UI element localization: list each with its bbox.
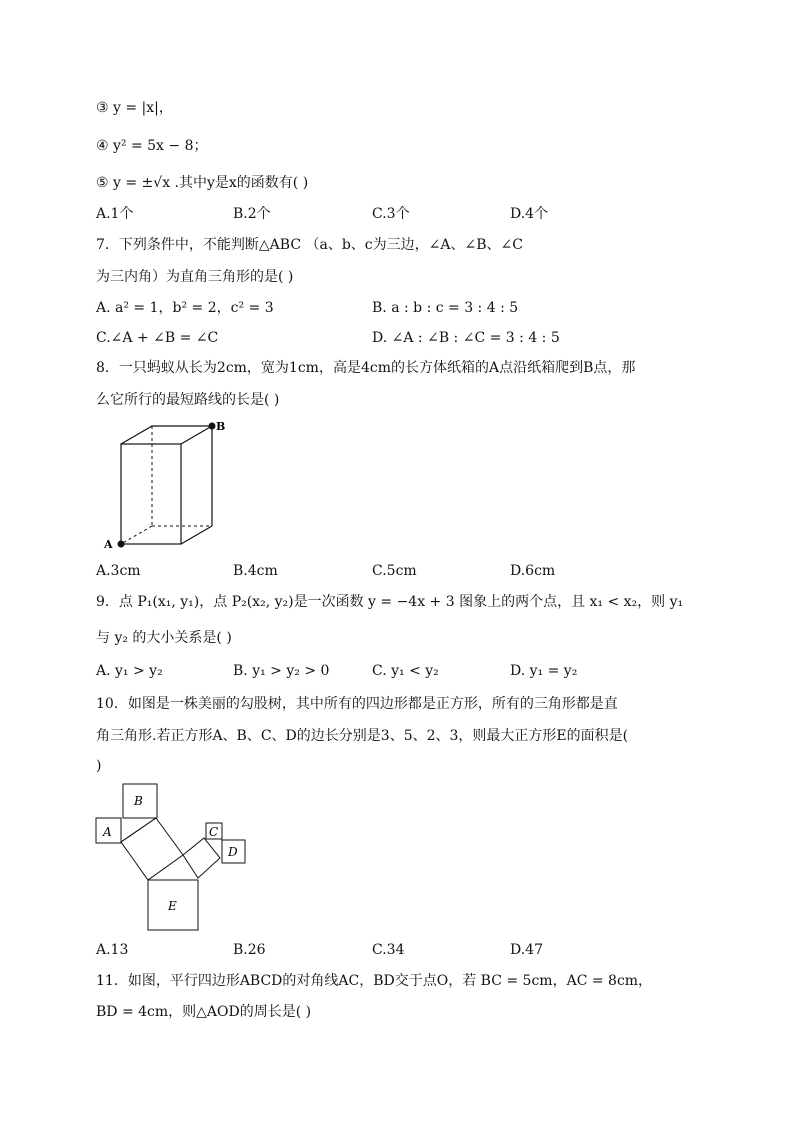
q10-option-a: A.13 xyxy=(96,942,129,958)
q6-option-b: B.2个 xyxy=(233,206,271,222)
q8-option-d: D.6cm xyxy=(510,563,556,579)
q10-line-2: 角三角形.若正方形A、B、C、D的边长分别是3、5、2、3，则最大正方形E的面积是( xyxy=(96,728,629,744)
q10-line-3: ) xyxy=(96,758,102,774)
q9-option-a: A. y₁ > y₂ xyxy=(96,663,163,679)
label-b: B xyxy=(216,420,226,433)
q7-line-2: 为三内角）为直角三角形的是( ) xyxy=(96,269,294,285)
q7-option-a: A. a² = 1，b² = 2，c² = 3 xyxy=(96,300,274,316)
q8-option-c: C.5cm xyxy=(372,563,417,579)
q10-line-1: 10．如图是一株美丽的勾股树，其中所有的四边形都是正方形，所有的三角形都是直 xyxy=(96,696,618,712)
q9-line-2: 与 y₂ 的大小关系是( ) xyxy=(96,630,232,646)
q8-line-2: 么它所行的最短路线的长是( ) xyxy=(96,392,280,408)
q6-option-c: C.3个 xyxy=(372,206,410,222)
q10-option-c: C.34 xyxy=(372,942,405,958)
label-a: A xyxy=(104,538,113,551)
q7-option-c: C.∠A + ∠B = ∠C xyxy=(96,330,219,346)
q7-line-1: 7．下列条件中，不能判断△ABC （a、b、c为三边，∠A、∠B、∠C xyxy=(96,237,523,253)
q9-option-c: C. y₁ < y₂ xyxy=(372,663,439,679)
cuboid-figure xyxy=(96,418,236,558)
cuboid-top-face xyxy=(121,426,212,444)
q7-option-d: D. ∠A : ∠B : ∠C = 3 : 4 : 5 xyxy=(372,330,560,346)
q6-option-d: D.4个 xyxy=(510,206,549,222)
q9-option-b: B. y₁ > y₂ > 0 xyxy=(233,663,330,679)
q8-option-b: B.4cm xyxy=(233,563,278,579)
label-square-c: C xyxy=(209,825,219,839)
cuboid-hidden-diagonal xyxy=(121,526,152,544)
q7-option-b: B. a : b : c = 3 : 4 : 5 xyxy=(372,300,519,316)
cuboid-bottom-right-edge xyxy=(181,526,212,544)
square-right-tilted xyxy=(183,838,220,878)
q10-option-b: B.26 xyxy=(233,942,266,958)
q6-option-a: A.1个 xyxy=(96,206,134,222)
item-4: ④ y² = 5x − 8； xyxy=(96,138,208,154)
q8-line-1: 8．一只蚂蚁从长为2cm，宽为1cm，高是4cm的长方体纸箱的A点沿纸箱爬到B点，那 xyxy=(96,360,636,376)
label-square-e: E xyxy=(168,899,177,913)
cuboid-front-face xyxy=(121,444,181,544)
point-b xyxy=(209,423,216,430)
q10-option-d: D.47 xyxy=(510,942,543,958)
item-3: ③ y = |x|， xyxy=(96,100,173,116)
q11-line-2: BD = 4cm，则△AOD的周长是( ) xyxy=(96,1004,312,1020)
q9-option-d: D. y₁ = y₂ xyxy=(510,663,578,679)
label-square-a: A xyxy=(103,825,112,839)
square-left-tilted xyxy=(121,818,183,880)
q8-option-a: A.3cm xyxy=(96,563,141,579)
triangle-left xyxy=(121,818,156,842)
label-square-d: D xyxy=(228,845,238,859)
pythagoras-tree-figure xyxy=(94,780,254,932)
point-a xyxy=(118,541,125,548)
q11-line-1: 11．如图，平行四边形ABCD的对角线AC，BD交于点O，若 BC = 5cm，AC = 8cm， xyxy=(96,973,653,989)
item-5: ⑤ y = ±√x .其中y是x的函数有( ) xyxy=(96,175,309,191)
q9-line-1: 9．点 P₁(x₁, y₁)，点 P₂(x₂, y₂)是一次函数 y = −4x + 3 图象上的两个点，且 x₁ < x₂，则 y₁ xyxy=(96,594,684,610)
label-square-b: B xyxy=(134,794,143,808)
